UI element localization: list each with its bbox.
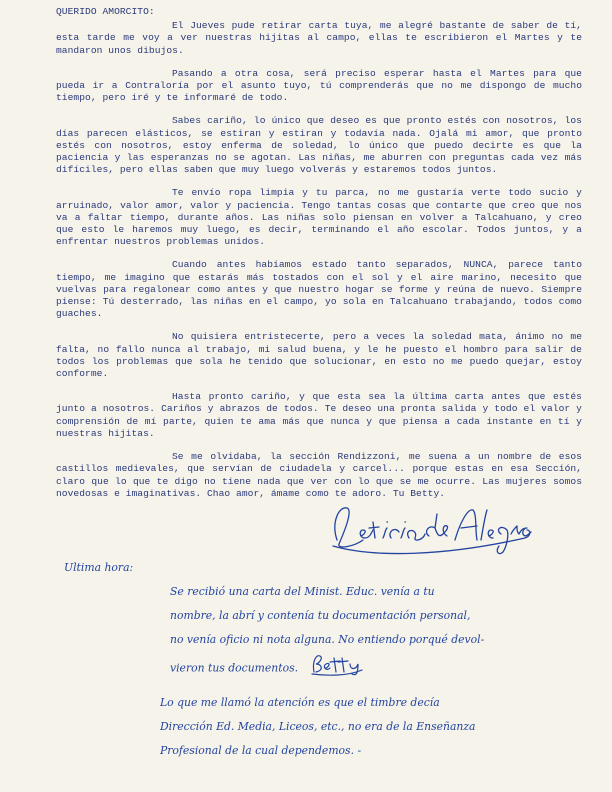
note-signature xyxy=(308,652,366,685)
paragraph-3: Sabes cariño, lo único que deseo es que pronto estés con nosotros, los días parecen elásticos, se estiran y estiran y todavía nada. Ojalá mi amor, que pronto estés con nosotros, estoy enferma de soledad, lo único que puedo decirte es que la paciencia y las esperanzas no se agotan. Las niñas, me aburren con preguntas cada vez más difíciles, pero ellas saben que muy luego volverás y estaremos todos juntos. xyxy=(56,115,582,176)
note-line-5: Lo que me llamó la atención es que el timbre decía xyxy=(160,696,440,709)
note-line-6: Dirección Ed. Media, Liceos, etc., no era de la Enseñanza xyxy=(160,720,476,733)
paragraph-2: Pasando a otra cosa, será preciso esperar hasta el Martes para que pueda ir a Contraloría por el asunto tuyo, tú comprenderás que no me dispongo de mucho tiempo, pero iré y te informaré de todo. xyxy=(56,67,582,104)
note-line-7: Profesional de la cual dependemos. - xyxy=(160,744,362,757)
typed-letter xyxy=(56,6,582,511)
note-line-1: Se recibió una carta del Minist. Educ. venía a tu xyxy=(170,585,435,598)
paragraph-7: Hasta pronto cariño, y que esta sea la última carta antes que estés junto a nosotros. Cariños y abrazos de todos. Te deseo una pronta salida y todo el valor y comprensión de mí parte, quien te ama más que nunca y que piensa a cada instante en tí y nuestras hijitas. xyxy=(56,391,582,439)
greeting: QUERIDO AMORCITO: xyxy=(56,6,155,17)
betty-signature-icon xyxy=(308,652,366,676)
note-line-4-text: vieron tus documentos. xyxy=(170,661,299,675)
note-line-4 xyxy=(170,652,580,685)
note-line-3: no venía oficio ni nota alguna. No entiendo porqué devol- xyxy=(170,633,485,646)
paragraph-4: Te envío ropa limpia y tu parca, no me gustaría verte todo sucio y arruinado, valor amor, valor y paciencia. Tengo tantas cosas que contarte que creo que nos va a faltar tiempo, durante años. Las niñas solo piensan en volver a Talcahuano, y creo que esto le haremos muy luego, es decir, terminando el año escolar. Todos juntos, y a enfrentar nuestros problemas unidos. xyxy=(56,187,582,248)
handwritten-note xyxy=(60,556,580,763)
paragraph-1: El Jueves pude retirar carta tuya, me alegré bastante de saber de tí, esta tarde me voy a ver nuestras hijitas al campo, ellas te escribieron el Martes y te mandaron unos dibujos. xyxy=(56,20,582,56)
note-salutation: Ultima hora: xyxy=(64,561,134,574)
paragraph-8: Se me olvidaba, la sección Rendizzoni, me suena a un nombre de esos castillos medievales, que servían de ciudadela y carcel... porque estas en esa Sección, claro que lo que te digo no tiene nada que ver con lo que se me ocurre. Las mujeres somos novedosas e imaginativas. Chao amor, ámame como te adoro. Tu Betty. xyxy=(56,451,582,499)
note-line-2: nombre, la abrí y contenía tu documentación personal, xyxy=(170,609,471,622)
handwritten-signature xyxy=(325,500,540,558)
paragraph-6: No quisiera entristecerte, pero a veces la soledad mata, ánimo no me falta, no fallo nunca al trabajo, mi salud buena, y le he puesto el hombro para salir de todos los problemas que sola he tenido que solucionar, en esto no me puedo quejar, estoy conforme. xyxy=(56,331,582,380)
paragraph-5: Cuando antes habíamos estado tanto separados, NUNCA, parece tanto tiempo, me imagino que estarás más tostados con el sol y el aire marino, necesito que vuelvas para regalonear como antes y que nuestro hogar se forme y reúna de nuevo. Siempre piense: Tú desterrado, las niñas en el campo, yo sola en Talcahuano trabajando, todos como guaches. xyxy=(56,259,582,320)
